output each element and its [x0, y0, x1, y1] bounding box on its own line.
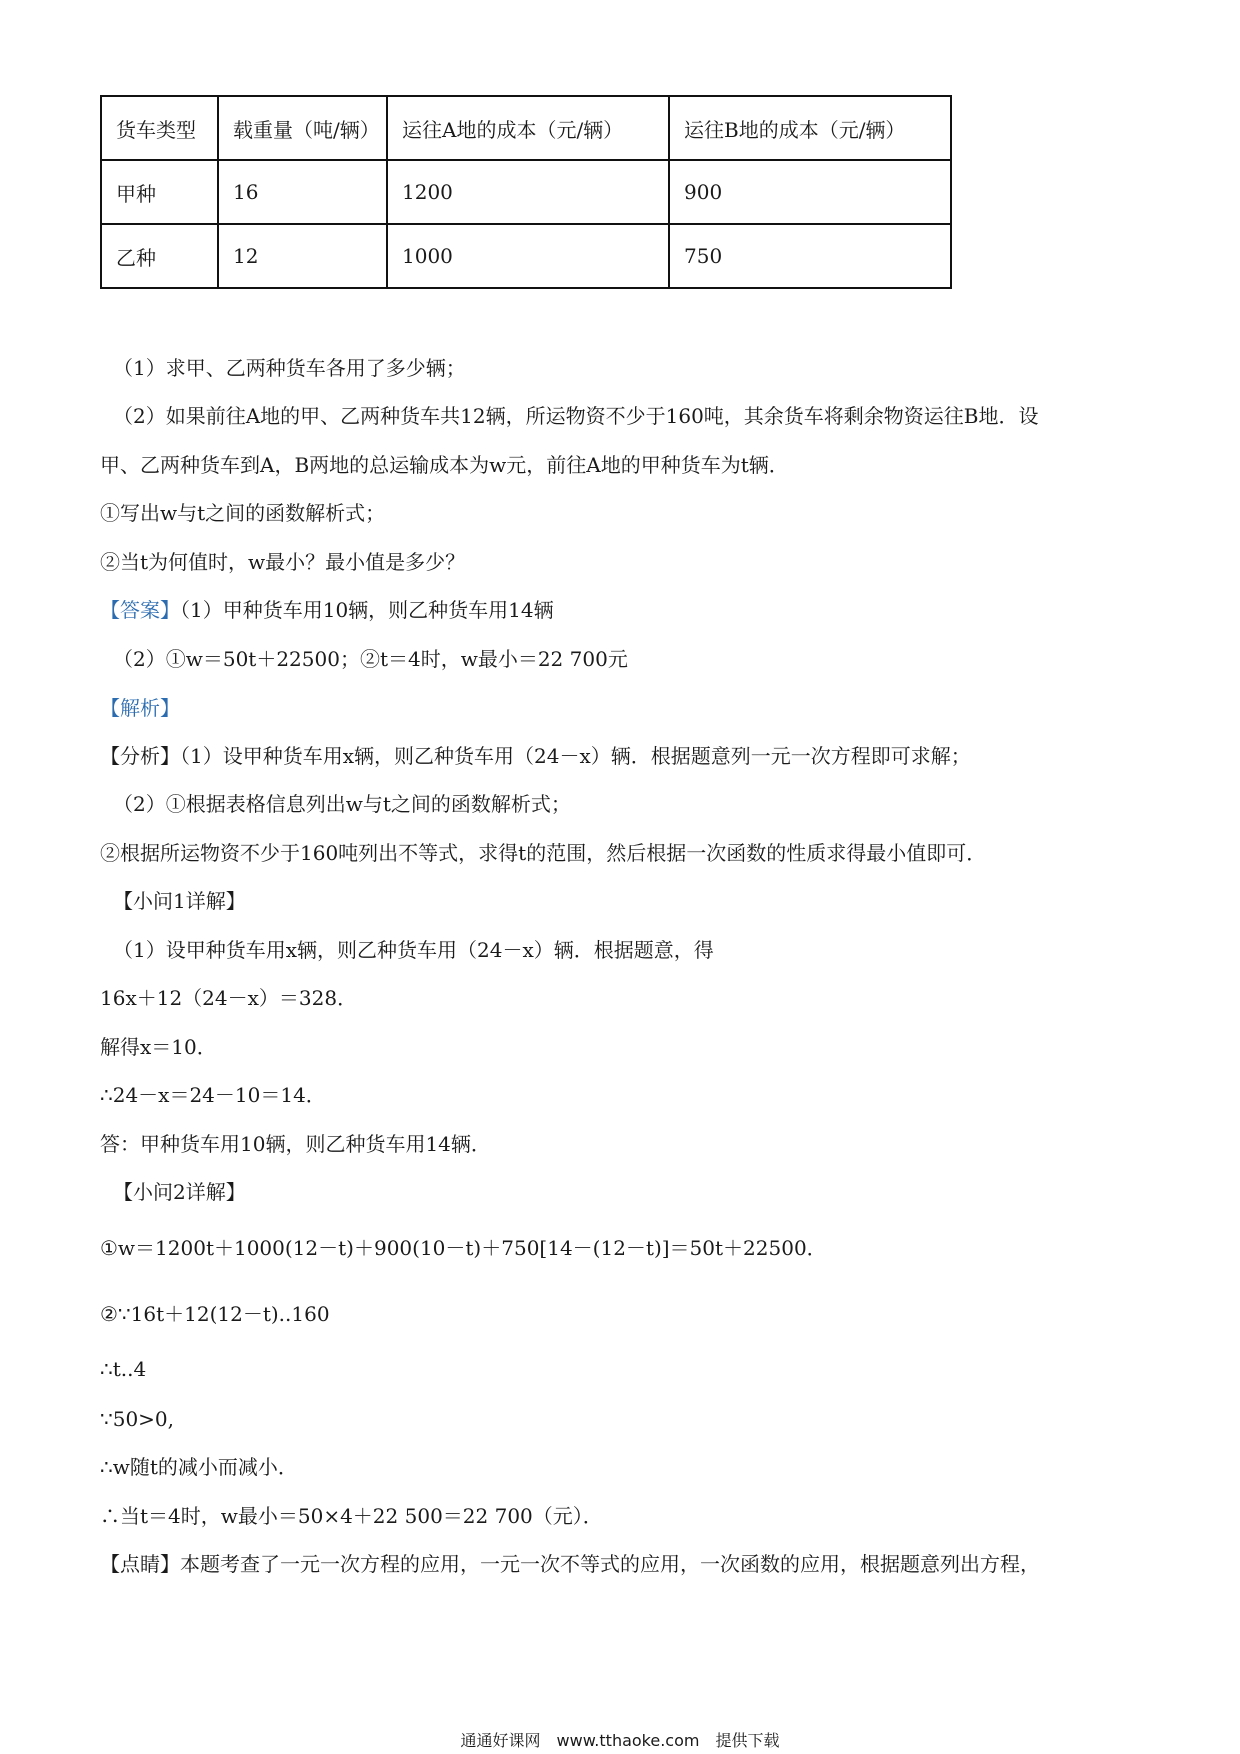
solution-line: 答：甲种货车用10辆，则乙种货车用14辆．	[100, 1132, 491, 1156]
table-cell: 甲种	[101, 160, 218, 224]
table-cell: 12	[218, 224, 387, 288]
analysis-line: 【分析】（1）设甲种货车用x辆，则乙种货车用（24－x）辆．根据题意列一元一次方程即可求解；	[100, 744, 971, 768]
subheading-q1: 【小问1详解】	[113, 889, 246, 913]
analysis-line: ②根据所运物资不少于160吨列出不等式，求得t的范围，然后根据一次函数的性质求得最小值即可．	[100, 841, 987, 865]
table-cell: 运往B地的成本（元/辆）	[669, 96, 951, 160]
question-sub-1: ①写出w与t之间的函数解析式；	[100, 501, 386, 525]
table-cell: 乙种	[101, 224, 218, 288]
analysis-heading: 【解析】	[100, 696, 180, 720]
solution-line: ∴24－x＝24－10＝14．	[100, 1083, 326, 1107]
answer-label: 【答案】	[100, 598, 180, 622]
solution-line: 16x＋12（24－x）＝328．	[100, 986, 358, 1010]
comment-line: 【点睛】本题考查了一元一次方程的应用，一元一次不等式的应用，一次函数的应用，根据题意列出方程，	[100, 1552, 1040, 1576]
table-cell: 货车类型	[101, 96, 218, 160]
table-cell: 运往A地的成本（元/辆）	[387, 96, 669, 160]
table-cell: 16	[218, 160, 387, 224]
answer-part-2: （2）①w＝50t＋22500；②t＝4时，w最小＝22 700元	[113, 647, 628, 671]
question-part-1: （1）求甲、乙两种货车各用了多少辆；	[113, 356, 466, 380]
solution-line: 解得x＝10．	[100, 1035, 217, 1059]
table-row	[101, 224, 951, 288]
table-cell: 1200	[387, 160, 669, 224]
table-cell: 900	[669, 160, 951, 224]
solution-line: ①w＝1200t＋1000(12－t)＋900(10－t)＋750[14－(12－t)]＝50t＋22500．	[100, 1236, 827, 1260]
solution-line: ∵50>0,	[100, 1407, 175, 1431]
table-header-row	[101, 96, 951, 160]
table-row	[101, 160, 951, 224]
analysis-line: （2）①根据表格信息列出w与t之间的函数解析式；	[113, 792, 571, 816]
solution-line: ∴w随t的减小而减小．	[100, 1455, 298, 1479]
solution-line: ②∵16t＋12(12－t)..160	[100, 1302, 330, 1326]
subheading-q2: 【小问2详解】	[113, 1180, 246, 1204]
cost-table	[100, 95, 952, 289]
answer-line	[100, 596, 554, 624]
table-cell: 750	[669, 224, 951, 288]
solution-line: （1）设甲种货车用x辆，则乙种货车用（24－x）辆．根据题意，得	[113, 938, 714, 962]
question-part-2-cont: 甲、乙两种货车到A，B两地的总运输成本为w元，前往A地的甲种货车为t辆．	[100, 453, 789, 477]
solution-line: ∴t..4	[100, 1357, 147, 1381]
table-cell: 载重量（吨/辆）	[218, 96, 387, 160]
solution-line: ∴当t＝4时，w最小＝50×4＋22 500＝22 700（元）．	[100, 1504, 603, 1528]
page-footer: 通通好课网 www.tthaoke.com 提供下载	[460, 1731, 780, 1750]
question-sub-2: ②当t为何值时，w最小？最小值是多少？	[100, 550, 466, 574]
table-cell: 1000	[387, 224, 669, 288]
answer-text: （1）甲种货车用10辆，则乙种货车用14辆	[180, 598, 554, 622]
question-part-2: （2）如果前往A地的甲、乙两种货车共12辆，所运物资不少于160吨，其余货车将剩余物资运往B地．设	[113, 404, 1039, 428]
